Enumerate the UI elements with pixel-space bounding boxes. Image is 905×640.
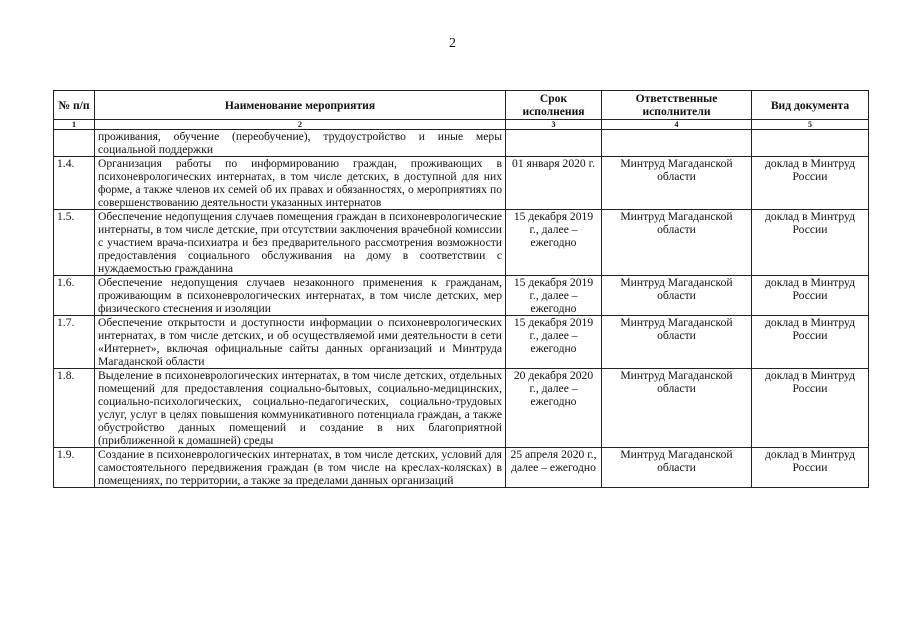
row-number: 1.4. [54,157,95,210]
row-number: 1.5. [54,210,95,276]
deadline: 15 декабря 2019 г., далее – ежегодно [506,316,602,369]
table-row [54,316,869,369]
measure-name: проживания, обучение (переобучение), трудоустройство и иные меры социальной поддержки [95,130,506,157]
table-row [54,276,869,316]
table-row [54,448,869,488]
header-doc: Вид документа [752,91,869,120]
deadline: 25 апреля 2020 г., далее – ежегодно [506,448,602,488]
row-number: 1.8. [54,369,95,448]
row-number: 1.7. [54,316,95,369]
measure-name: Обеспечение открытости и доступности информации о психоневрологических интернатах, в том числе детских, и об осуществляемой ими деятельности в сети «Интернет», включая официальные сайты данных организаций и Минтруда Магаданской области [95,316,506,369]
column-number: 1 [54,120,95,130]
page-number: 2 [449,36,456,51]
executor [602,130,752,157]
header-name: Наименование мероприятия [95,91,506,120]
row-number: 1.6. [54,276,95,316]
column-number: 5 [752,120,869,130]
measure-name: Создание в психоневрологических интернатах, в том числе детских, условий для самостоятельного передвижения граждан (в том числе на креслах-колясках) в помещениях, по территории, а также за пределами данных организаций [95,448,506,488]
measure-name: Обеспечение недопущения случаев незаконного применения к гражданам, проживающим в психоневрологических интернатах, в том числе детских, мер физического стеснения и изоляции [95,276,506,316]
deadline: 20 декабря 2020 г., далее – ежегодно [506,369,602,448]
document-type: доклад в Минтруд России [752,316,869,369]
executor: Минтруд Магаданской области [602,157,752,210]
column-number: 4 [602,120,752,130]
header-deadline: Срок исполнения [506,91,602,120]
measures-table [53,90,869,488]
document-type: доклад в Минтруд России [752,276,869,316]
column-number: 2 [95,120,506,130]
document-type: доклад в Минтруд России [752,448,869,488]
document-type: доклад в Минтруд России [752,157,869,210]
measure-name: Выделение в психоневрологических интернатах, в том числе детских, отдельных помещений для предоставления социально-бытовых, социально-медицинских, социально-психологических, социально-педагогических, социально-трудовых услуг, услуг в целях повышения коммуникативного потенциала граждан, а также обустройство данных помещений и создание в них благоприятной (приближенной к домашней) среды [95,369,506,448]
executor: Минтруд Магаданской области [602,448,752,488]
header-num: № п/п [54,91,95,120]
table-row [54,157,869,210]
row-number [54,130,95,157]
deadline: 01 января 2020 г. [506,157,602,210]
document-type: доклад в Минтруд России [752,369,869,448]
column-number: 3 [506,120,602,130]
table-row [54,210,869,276]
document-type: доклад в Минтруд России [752,210,869,276]
executor: Минтруд Магаданской области [602,276,752,316]
table-row [54,130,869,157]
row-number: 1.9. [54,448,95,488]
executor: Минтруд Магаданской области [602,210,752,276]
measure-name: Обеспечение недопущения случаев помещения граждан в психоневрологические интернаты, в том числе детские, при отсутствии заключения врачебной комиссии с участием врача-психиатра и без предварительного рассмотрения возможности предоставления социального обслуживания на дому в соответствии с нуждаемостью гражданина [95,210,506,276]
executor: Минтруд Магаданской области [602,369,752,448]
document-type [752,130,869,157]
measure-name: Организация работы по информированию граждан, проживающих в психоневрологических интернатах, в том числе детских, в доступной для них форме, а также членов их семей об их правах и обязанностях, о мероприятиях по совершенствованию деятельности указанных интернатов [95,157,506,210]
header-executor: Ответственные исполнители [602,91,752,120]
executor: Минтруд Магаданской области [602,316,752,369]
table-row [54,369,869,448]
deadline: 15 декабря 2019 г., далее – ежегодно [506,276,602,316]
deadline: 15 декабря 2019 г., далее – ежегодно [506,210,602,276]
deadline [506,130,602,157]
